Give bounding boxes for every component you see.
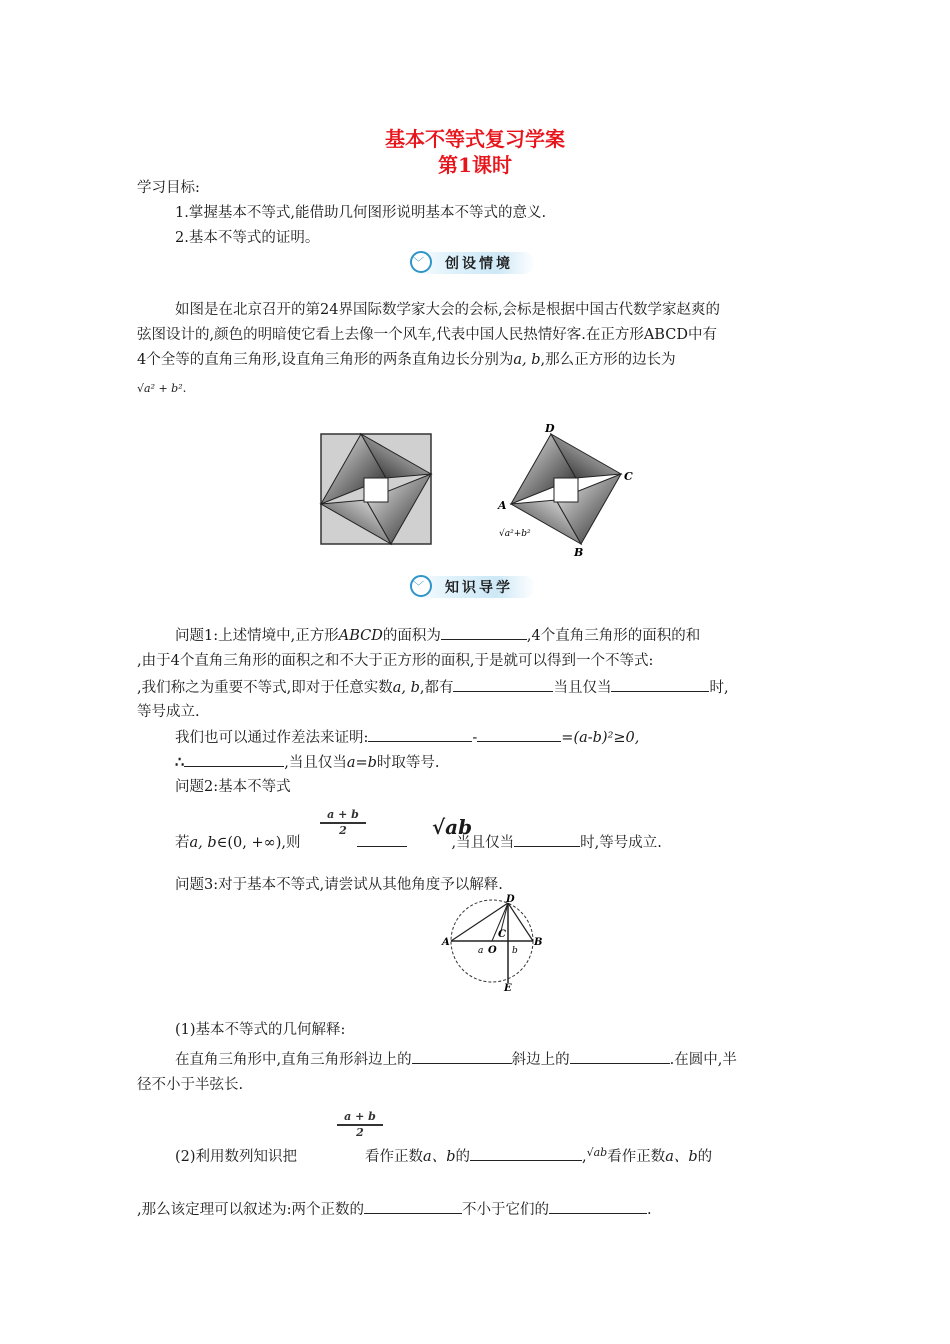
q1-line-5: 我们也可以通过作差法来证明: - =(a-b)²≥0,: [175, 727, 855, 748]
q2-line-1: 若a, b∈(0, +∞),则 ,当且仅当 时,等号成立.: [175, 832, 855, 853]
answer-blank[interactable]: [514, 832, 580, 847]
q1-line-3: ,我们称之为重要不等式,即对于任意实数a, b,都有 当且仅当 时,: [137, 677, 817, 698]
section-banner-scenario: ﹀ 创设情境: [407, 251, 537, 275]
circle-figure: [440, 893, 550, 993]
q2-heading: 问题2:基本不等式: [175, 779, 291, 795]
q3-heading: 问题3:对于基本不等式,请尝试从其他角度予以解释.: [175, 877, 503, 893]
svg-text:b: b: [512, 946, 518, 956]
page-subtitle: 第1课时: [438, 153, 512, 177]
label-D: D: [545, 422, 555, 435]
svg-text:a: a: [478, 946, 484, 956]
part1-heading: (1)基本不等式的几何解释:: [175, 1022, 346, 1038]
label-C: C: [624, 470, 633, 483]
answer-blank[interactable]: [364, 1199, 462, 1214]
objective-item-2: 2.基本不等式的证明。: [175, 230, 320, 246]
q1-line-6: ∴ ,当且仅当a=b时取等号.: [175, 754, 440, 771]
fraction-a-plus-b-over-2: $\frac{a + b}{2}$: [337, 1110, 383, 1139]
label-A: A: [498, 499, 507, 512]
objective-item-1: 1.掌握基本不等式,能借助几何图形说明基本不等式的意义.: [175, 205, 547, 221]
svg-text:B: B: [534, 937, 543, 948]
part1-line-1: 在直角三角形中,直角三角形斜边上的 斜边上的 .在圆中,半: [175, 1049, 855, 1070]
sqrt-ab: √ab: [432, 815, 473, 839]
answer-blank[interactable]: [357, 832, 407, 847]
svg-text:C: C: [498, 929, 506, 940]
svg-text:E: E: [504, 983, 512, 993]
answer-blank[interactable]: [611, 677, 709, 692]
page-title: 基本不等式复习学案: [385, 127, 565, 151]
svg-text:A: A: [442, 937, 450, 948]
label-B: B: [574, 546, 584, 559]
svg-text:D: D: [506, 894, 515, 905]
answer-blank[interactable]: [570, 1049, 670, 1064]
q1-line-2: ,由于4个直角三角形的面积之和不大于正方形的面积,于是就可以得到一个不等式:: [137, 653, 654, 669]
answer-blank[interactable]: [453, 677, 553, 692]
answer-blank[interactable]: [477, 727, 561, 742]
q1-line-4: 等号成立.: [137, 704, 200, 720]
intro-line-3: 4个全等的直角三角形,设直角三角形的两条直角边长分别为a, b,那么正方形的边长为: [137, 352, 676, 368]
side-length-label: √a²+b²: [499, 529, 531, 539]
intro-line-4: √a² + b².: [137, 381, 187, 395]
section-banner-knowledge: ﹀ 知识导学: [407, 575, 537, 599]
svg-text:O: O: [488, 945, 497, 956]
part2-line-1: (2)利用数列知识把 看作正数a、b的 ,$^{√ab}$看作正数a、b的: [175, 1146, 713, 1165]
answer-blank[interactable]: [470, 1146, 582, 1161]
answer-blank[interactable]: [368, 727, 472, 742]
objectives-heading: 学习目标:: [137, 180, 200, 196]
answer-blank[interactable]: [441, 625, 527, 640]
sqrt-ab: √ab: [586, 1146, 608, 1159]
part2-line-2: ,那么该定理可以叙述为:两个正数的 不小于它们的 .: [137, 1199, 817, 1220]
part1-line-2: 径不小于半弦长.: [137, 1077, 244, 1093]
fraction-a-plus-b-over-2: $\frac{a + b}{2}$: [320, 808, 366, 837]
windmill-figure: [318, 418, 638, 563]
answer-blank[interactable]: [184, 752, 284, 767]
intro-line-1: 如图是在北京召开的第24界国际数学家大会的会标,会标是根据中国古代数学家赵爽的: [175, 302, 721, 318]
windmill-right: [511, 434, 621, 544]
intro-line-2: 弦图设计的,颜色的明暗使它看上去像一个风车,代表中国人民热情好客.在正方形ABCD中有: [137, 327, 717, 343]
q1-line-1: 问题1:上述情境中,正方形ABCD的面积为 ,4个直角三角形的面积的和: [175, 625, 855, 646]
sqrt-a2-b2: √a² + b²: [137, 382, 183, 395]
answer-blank[interactable]: [412, 1049, 512, 1064]
answer-blank[interactable]: [549, 1199, 647, 1214]
